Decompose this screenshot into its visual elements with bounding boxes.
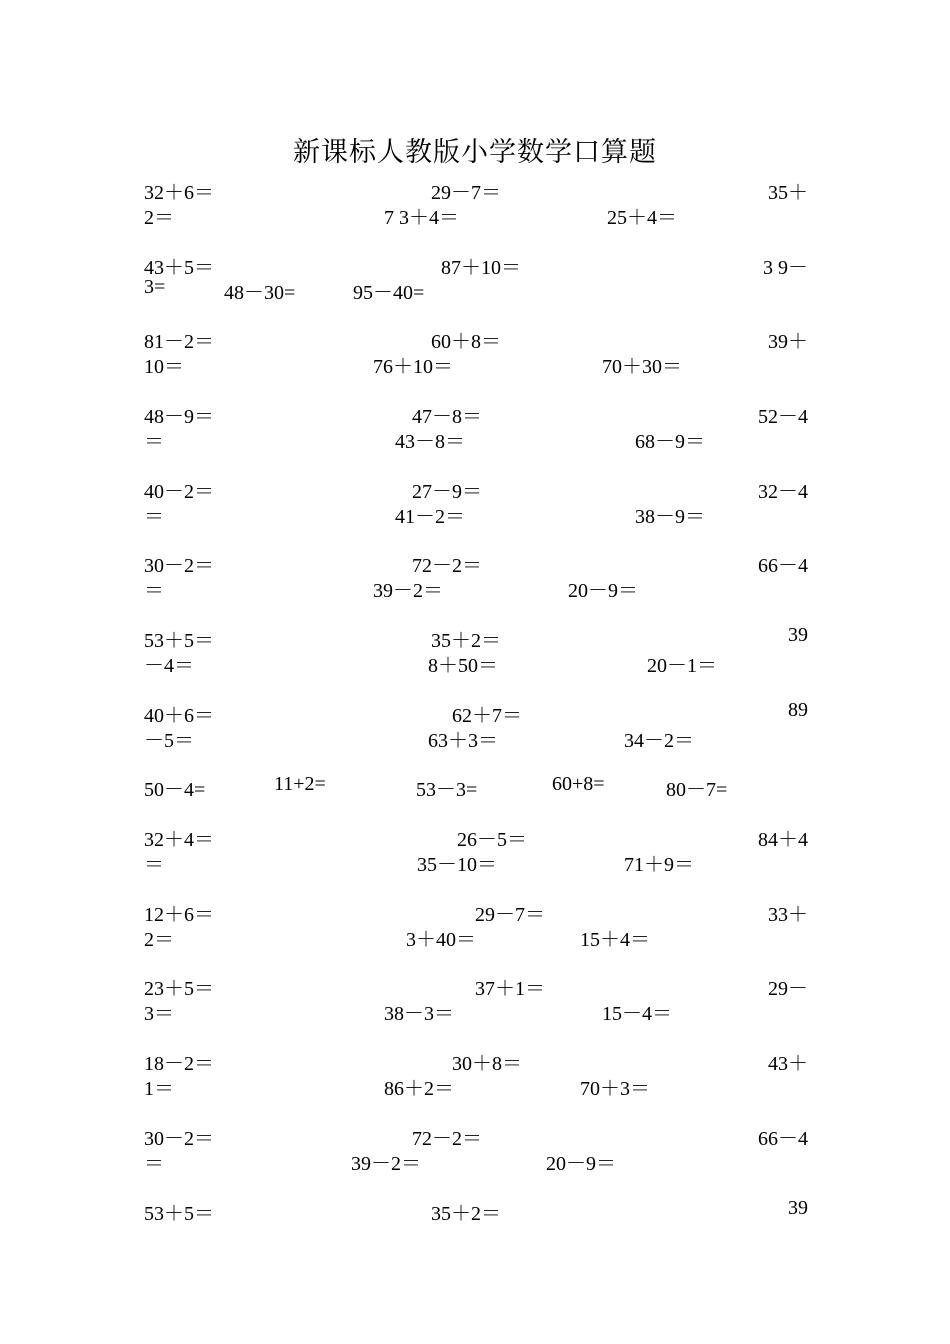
problem-row: [144, 176, 808, 202]
arithmetic-problem: 11+2=: [274, 773, 326, 795]
problem-row: [144, 1122, 808, 1148]
problem-row: [144, 848, 808, 874]
arithmetic-problem: 35＋2＝: [431, 630, 501, 652]
arithmetic-problem: 20－1＝: [647, 655, 717, 677]
arithmetic-problem: 40－2＝: [144, 481, 214, 503]
arithmetic-problem: 66－4: [758, 555, 808, 577]
arithmetic-problem: 12＋6＝: [144, 904, 214, 926]
arithmetic-problem: 43＋5＝: [144, 257, 214, 279]
problem-row: [144, 549, 808, 575]
arithmetic-problem: 43＋: [768, 1053, 808, 1075]
arithmetic-problem: 2＝: [144, 929, 174, 951]
arithmetic-problem: 63＋3＝: [428, 730, 498, 752]
problem-row: [144, 201, 808, 227]
problem-row: [144, 350, 808, 376]
arithmetic-problem: 41－2＝: [395, 506, 465, 528]
arithmetic-problem: 38－3＝: [384, 1003, 454, 1025]
arithmetic-problem: 30－2＝: [144, 555, 214, 577]
arithmetic-problem: 8＋50＝: [428, 655, 498, 677]
arithmetic-problem: 1＝: [144, 1078, 174, 1100]
arithmetic-problem: 66－4: [758, 1128, 808, 1150]
arithmetic-problem: 48－9＝: [144, 406, 214, 428]
arithmetic-problem: 32＋6＝: [144, 182, 214, 204]
arithmetic-problem: 34－2＝: [624, 730, 694, 752]
problem-row: [144, 325, 808, 351]
arithmetic-problem: －4＝: [144, 655, 194, 677]
arithmetic-problem: 15＋4＝: [580, 929, 650, 951]
arithmetic-problem: 39＋: [768, 331, 808, 353]
arithmetic-problem: 43－8＝: [395, 431, 465, 453]
arithmetic-problem: 39－2＝: [351, 1153, 421, 1175]
arithmetic-problem: ＝: [144, 854, 164, 876]
arithmetic-problem: 30＋8＝: [452, 1053, 522, 1075]
arithmetic-problem: ＝: [144, 431, 164, 453]
arithmetic-problem: 35－10＝: [417, 854, 497, 876]
arithmetic-problem: 53－3=: [416, 779, 478, 801]
arithmetic-problem: 30－2＝: [144, 1128, 214, 1150]
problem-row: [144, 475, 808, 501]
problem-row: [144, 400, 808, 426]
problem-row: [144, 1072, 808, 1098]
problem-row: [144, 500, 808, 526]
arithmetic-problem: 3＋40＝: [406, 929, 476, 951]
problem-row: [144, 574, 808, 600]
arithmetic-problem: 10＝: [144, 356, 184, 378]
problem-row: [144, 997, 808, 1023]
arithmetic-problem: 95－40=: [353, 282, 425, 304]
arithmetic-problem: 53＋5＝: [144, 630, 214, 652]
arithmetic-problem: 3＝: [144, 1003, 174, 1025]
arithmetic-problem: 32－4: [758, 481, 808, 503]
arithmetic-problem: 18－2＝: [144, 1053, 214, 1075]
arithmetic-problem: 50－4=: [144, 779, 206, 801]
problem-row: [144, 425, 808, 451]
arithmetic-problem: 7 3＋4＝: [384, 207, 459, 229]
arithmetic-problem: 35＋2＝: [431, 1203, 501, 1225]
problem-row: [144, 1047, 808, 1073]
arithmetic-problem: 2＝: [144, 207, 174, 229]
arithmetic-problem: ＝: [144, 506, 164, 528]
arithmetic-problem: 71＋9＝: [624, 854, 694, 876]
arithmetic-problem: ＝: [144, 1153, 164, 1175]
arithmetic-problem: 47－8＝: [412, 406, 482, 428]
arithmetic-problem: 70＋3＝: [580, 1078, 650, 1100]
page-title: 新课标人教版小学数学口算题: [293, 137, 657, 168]
arithmetic-problem: 72－2＝: [412, 555, 482, 577]
problem-row: [144, 251, 808, 277]
arithmetic-problem: 39－2＝: [373, 580, 443, 602]
arithmetic-problem: 52－4: [758, 406, 808, 428]
arithmetic-problem: 27－9＝: [412, 481, 482, 503]
arithmetic-problem: 84＋4: [758, 829, 808, 851]
arithmetic-problem: 29－: [768, 978, 808, 1000]
arithmetic-problem: 81－2＝: [144, 331, 214, 353]
arithmetic-problem: 3 9－: [763, 257, 808, 279]
problem-row: [144, 923, 808, 949]
arithmetic-problem: －5＝: [144, 730, 194, 752]
arithmetic-problem: 62＋7＝: [452, 705, 522, 727]
problem-row: [144, 823, 808, 849]
problem-row: [144, 649, 808, 675]
problem-row: [144, 624, 808, 650]
arithmetic-problem: 86＋2＝: [384, 1078, 454, 1100]
arithmetic-problem: 39: [788, 1197, 808, 1219]
arithmetic-problem: 68－9＝: [635, 431, 705, 453]
arithmetic-problem: 15－4＝: [602, 1003, 672, 1025]
arithmetic-problem: 29－7＝: [475, 904, 545, 926]
arithmetic-problem: 60+8=: [552, 773, 605, 795]
arithmetic-problem: 53＋5＝: [144, 1203, 214, 1225]
arithmetic-problem: 40＋6＝: [144, 705, 214, 727]
arithmetic-problem: 87＋10＝: [441, 257, 521, 279]
arithmetic-problem: 23＋5＝: [144, 978, 214, 1000]
problem-row: [144, 276, 808, 302]
problem-row: [144, 1197, 808, 1223]
arithmetic-problem: 33＋: [768, 904, 808, 926]
arithmetic-problem: 72－2＝: [412, 1128, 482, 1150]
arithmetic-problem: 3=: [144, 276, 166, 298]
problem-row: [144, 773, 808, 799]
arithmetic-problem: 48－30=: [224, 282, 296, 304]
arithmetic-problem: 20－9＝: [546, 1153, 616, 1175]
problem-row: [144, 972, 808, 998]
arithmetic-problem: 32＋4＝: [144, 829, 214, 851]
problem-row: [144, 724, 808, 750]
arithmetic-problem: 89: [788, 699, 808, 721]
arithmetic-problem: ＝: [144, 580, 164, 602]
arithmetic-problem: 35＋: [768, 182, 808, 204]
problem-row: [144, 1147, 808, 1173]
arithmetic-problem: 70＋30＝: [602, 356, 682, 378]
arithmetic-problem: 37＋1＝: [475, 978, 545, 1000]
problem-row: [144, 699, 808, 725]
arithmetic-problem: 80－7=: [666, 779, 728, 801]
arithmetic-problem: 38－9＝: [635, 506, 705, 528]
arithmetic-problem: 76＋10＝: [373, 356, 453, 378]
arithmetic-problem: 26－5＝: [457, 829, 527, 851]
arithmetic-problem: 39: [788, 624, 808, 646]
arithmetic-problem: 25＋4＝: [607, 207, 677, 229]
arithmetic-problem: 60＋8＝: [431, 331, 501, 353]
arithmetic-problem: 29－7＝: [431, 182, 501, 204]
problem-row: [144, 898, 808, 924]
arithmetic-problem: 20－9＝: [568, 580, 638, 602]
